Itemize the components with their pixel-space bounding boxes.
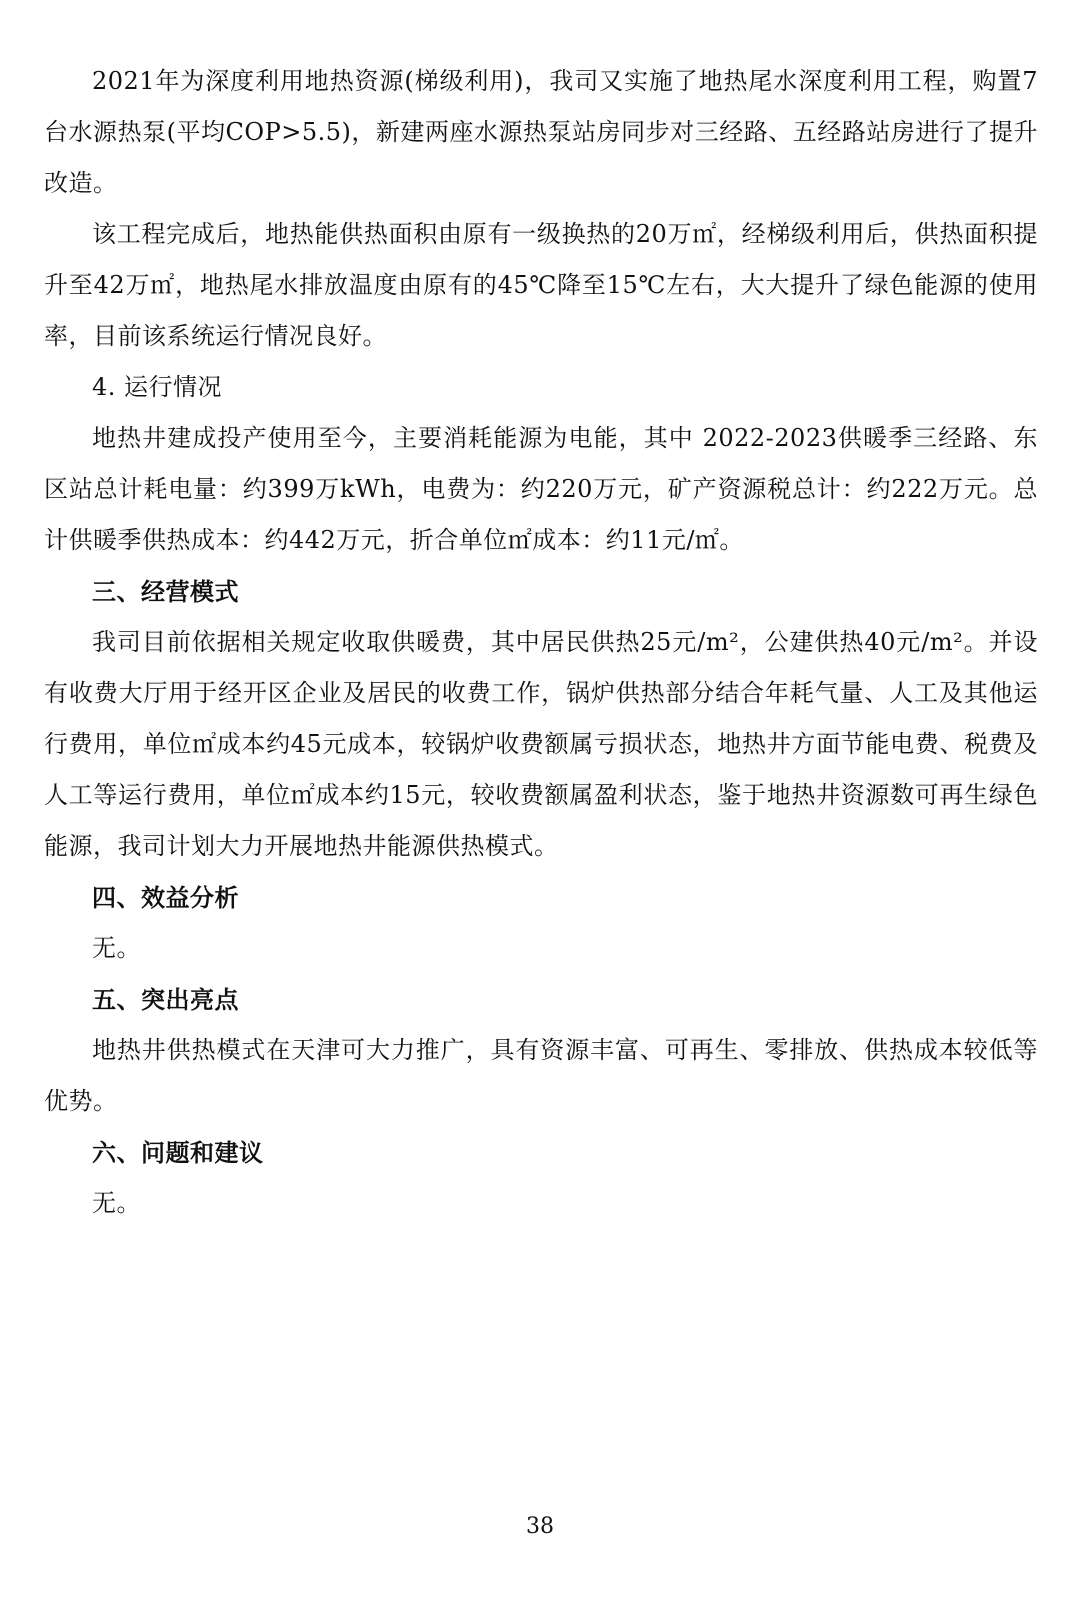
page-number: 38 [526, 1514, 554, 1539]
paragraph-project-results: 该工程完成后，地热能供热面积由原有一级换热的20万㎡，经梯级利用后，供热面积提升至42万㎡，地热尾水排放温度由原有的45℃降至15℃左右，大大提升了绿色能源的使用率，目前该系统运行情况良好。 [44, 220, 1038, 350]
subheading-operation-status: 4. 运行情况 [92, 373, 223, 401]
paragraph-issues-none: 无。 [92, 1189, 141, 1217]
heading-highlights: 五、突出亮点 [92, 985, 239, 1014]
paragraph-energy-consumption: 地热井建成投产使用至今，主要消耗能源为电能，其中 2022-2023供暖季三经路、东区站总计耗电量：约399万kWh，电费为：约220万元，矿产资源税总计：约222万元。总计供暖季供热成本：约442万元，折合单位㎡成本：约11元/㎡。 [44, 424, 1038, 554]
paragraph-heating-fees: 我司目前依据相关规定收取供暖费，其中居民供热25元/m²，公建供热40元/m²。并设有收费大厅用于经开区企业及居民的收费工作，锅炉供热部分结合年耗气量、人工及其他运行费用，单位㎡成本约45元成本，较锅炉收费额属亏损状态，地热井方面节能电费、税费及人工等运行费用，单位㎡成本约15元，较收费额属盈利状态，鉴于地热井资源数可再生绿色能源，我司计划大力开展地热井能源供热模式。 [44, 628, 1038, 860]
document-body [44, 56, 1038, 1229]
paragraph-benefit-none: 无。 [92, 934, 141, 962]
paragraph-highlights: 地热井供热模式在天津可大力推广，具有资源丰富、可再生、零排放、供热成本较低等优势。 [44, 1036, 1038, 1115]
paragraph-cascade-utilization: 2021年为深度利用地热资源(梯级利用)，我司又实施了地热尾水深度利用工程，购置7台水源热泵(平均COP>5.5)，新建两座水源热泵站房同步对三经路、五经路站房进行了提升改造。 [44, 67, 1038, 197]
heading-issues-suggestions: 六、问题和建议 [92, 1138, 264, 1167]
heading-benefit-analysis: 四、效益分析 [92, 883, 239, 912]
heading-business-model: 三、经营模式 [92, 577, 239, 606]
